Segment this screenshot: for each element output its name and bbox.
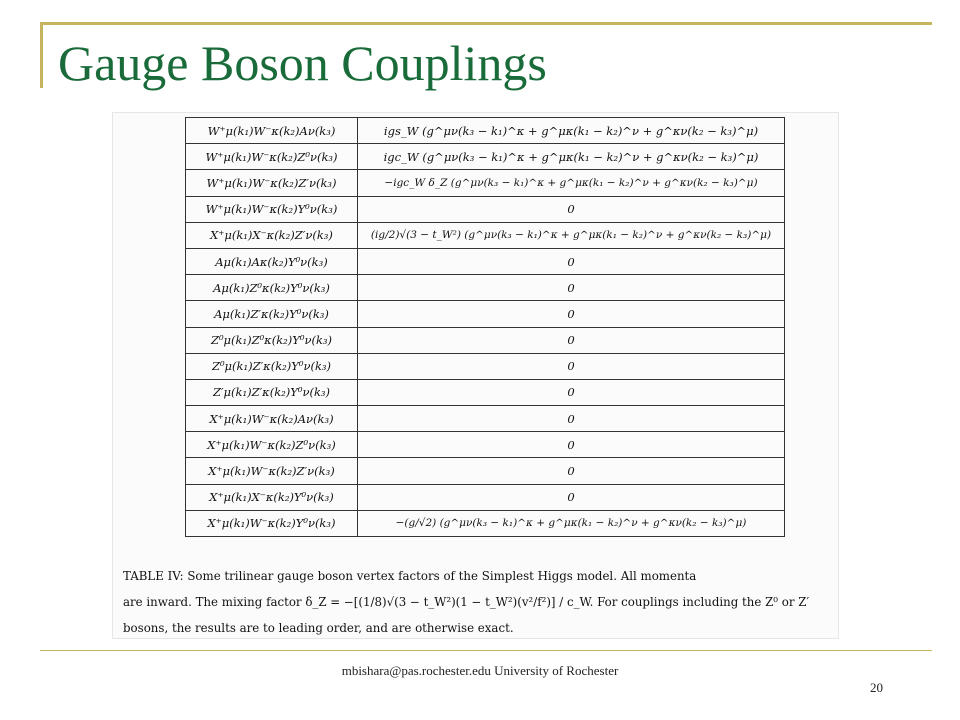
factor-cell: igc_W (g^μν(k₃ − k₁)^κ + g^μκ(k₁ − k₂)^ν + g^κν(k₂ − k₃)^μ) <box>358 144 785 170</box>
table-row <box>186 222 785 248</box>
table-row <box>186 170 785 196</box>
caption-line: bosons, the results are to leading order, and are otherwise exact. <box>123 621 514 635</box>
factor-cell: 0 <box>358 432 785 458</box>
vertex-factor-table <box>185 117 785 537</box>
slide-title: Gauge Boson Couplings <box>58 35 547 91</box>
footer-attribution: mbishara@pas.rochester.edu University of Rochester <box>341 663 619 678</box>
table-caption <box>123 563 831 641</box>
factor-cell: 0 <box>358 458 785 484</box>
factor-cell: 0 <box>358 248 785 274</box>
vertex-cell: W⁺μ(k₁)W⁻κ(k₂)Z⁰ν(k₃) <box>186 144 358 170</box>
vertex-cell: W⁺μ(k₁)W⁻κ(k₂)Aν(k₃) <box>186 118 358 144</box>
factor-cell: 0 <box>358 353 785 379</box>
vertex-table-body <box>186 118 785 537</box>
vertex-cell: Aμ(k₁)Z′κ(k₂)Y⁰ν(k₃) <box>186 301 358 327</box>
frame-left-rule <box>40 22 43 88</box>
vertex-cell: X⁺μ(k₁)W⁻κ(k₂)Z⁰ν(k₃) <box>186 432 358 458</box>
table-figure <box>112 112 839 639</box>
table-row <box>186 432 785 458</box>
caption-line: TABLE IV: Some trilinear gauge boson vertex factors of the Simplest Higgs model. All momenta <box>123 569 697 583</box>
vertex-cell: W⁺μ(k₁)W⁻κ(k₂)Y⁰ν(k₃) <box>186 196 358 222</box>
frame-top-rule <box>40 22 932 25</box>
factor-cell: −igc_W δ_Z (g^μν(k₃ − k₁)^κ + g^μκ(k₁ − k₂)^ν + g^κν(k₂ − k₃)^μ) <box>358 170 785 196</box>
page-number: 20 <box>870 680 883 695</box>
vertex-cell: X⁺μ(k₁)W⁻κ(k₂)Aν(k₃) <box>186 406 358 432</box>
table-row <box>186 406 785 432</box>
factor-cell: 0 <box>358 327 785 353</box>
table-row <box>186 301 785 327</box>
vertex-cell: Aμ(k₁)Aκ(k₂)Y⁰ν(k₃) <box>186 248 358 274</box>
table-row <box>186 484 785 510</box>
vertex-cell: X⁺μ(k₁)X⁻κ(k₂)Y⁰ν(k₃) <box>186 484 358 510</box>
vertex-cell: Z⁰μ(k₁)Z′κ(k₂)Y⁰ν(k₃) <box>186 353 358 379</box>
caption-line: are inward. The mixing factor δ_Z = −[(1/8)√(3 − t_W²)(1 − t_W²)(v²/f²)] / c_W. For couplings including the Z⁰ or Z′ <box>123 595 810 609</box>
factor-cell: igs_W (g^μν(k₃ − k₁)^κ + g^μκ(k₁ − k₂)^ν + g^κν(k₂ − k₃)^μ) <box>358 118 785 144</box>
factor-cell: 0 <box>358 406 785 432</box>
table-row <box>186 118 785 144</box>
factor-cell: 0 <box>358 484 785 510</box>
factor-cell: 0 <box>358 301 785 327</box>
vertex-cell: X⁺μ(k₁)X⁻κ(k₂)Z′ν(k₃) <box>186 222 358 248</box>
table-row <box>186 248 785 274</box>
vertex-cell: Aμ(k₁)Z⁰κ(k₂)Y⁰ν(k₃) <box>186 275 358 301</box>
table-row <box>186 379 785 405</box>
table-row <box>186 196 785 222</box>
vertex-cell: Z⁰μ(k₁)Z⁰κ(k₂)Y⁰ν(k₃) <box>186 327 358 353</box>
factor-cell: 0 <box>358 275 785 301</box>
table-row <box>186 458 785 484</box>
factor-cell: 0 <box>358 379 785 405</box>
table-row <box>186 353 785 379</box>
table-row <box>186 144 785 170</box>
footer-rule <box>40 650 932 651</box>
table-row <box>186 275 785 301</box>
vertex-cell: W⁺μ(k₁)W⁻κ(k₂)Z′ν(k₃) <box>186 170 358 196</box>
vertex-cell: X⁺μ(k₁)W⁻κ(k₂)Z′ν(k₃) <box>186 458 358 484</box>
vertex-cell: Z′μ(k₁)Z′κ(k₂)Y⁰ν(k₃) <box>186 379 358 405</box>
factor-cell: (ig/2)√(3 − t_W²) (g^μν(k₃ − k₁)^κ + g^μκ(k₁ − k₂)^ν + g^κν(k₂ − k₃)^μ) <box>358 222 785 248</box>
factor-cell: −(g/√2) (g^μν(k₃ − k₁)^κ + g^μκ(k₁ − k₂)^ν + g^κν(k₂ − k₃)^μ) <box>358 510 785 536</box>
table-row <box>186 510 785 536</box>
factor-cell: 0 <box>358 196 785 222</box>
table-row <box>186 327 785 353</box>
vertex-cell: X⁺μ(k₁)W⁻κ(k₂)Y⁰ν(k₃) <box>186 510 358 536</box>
